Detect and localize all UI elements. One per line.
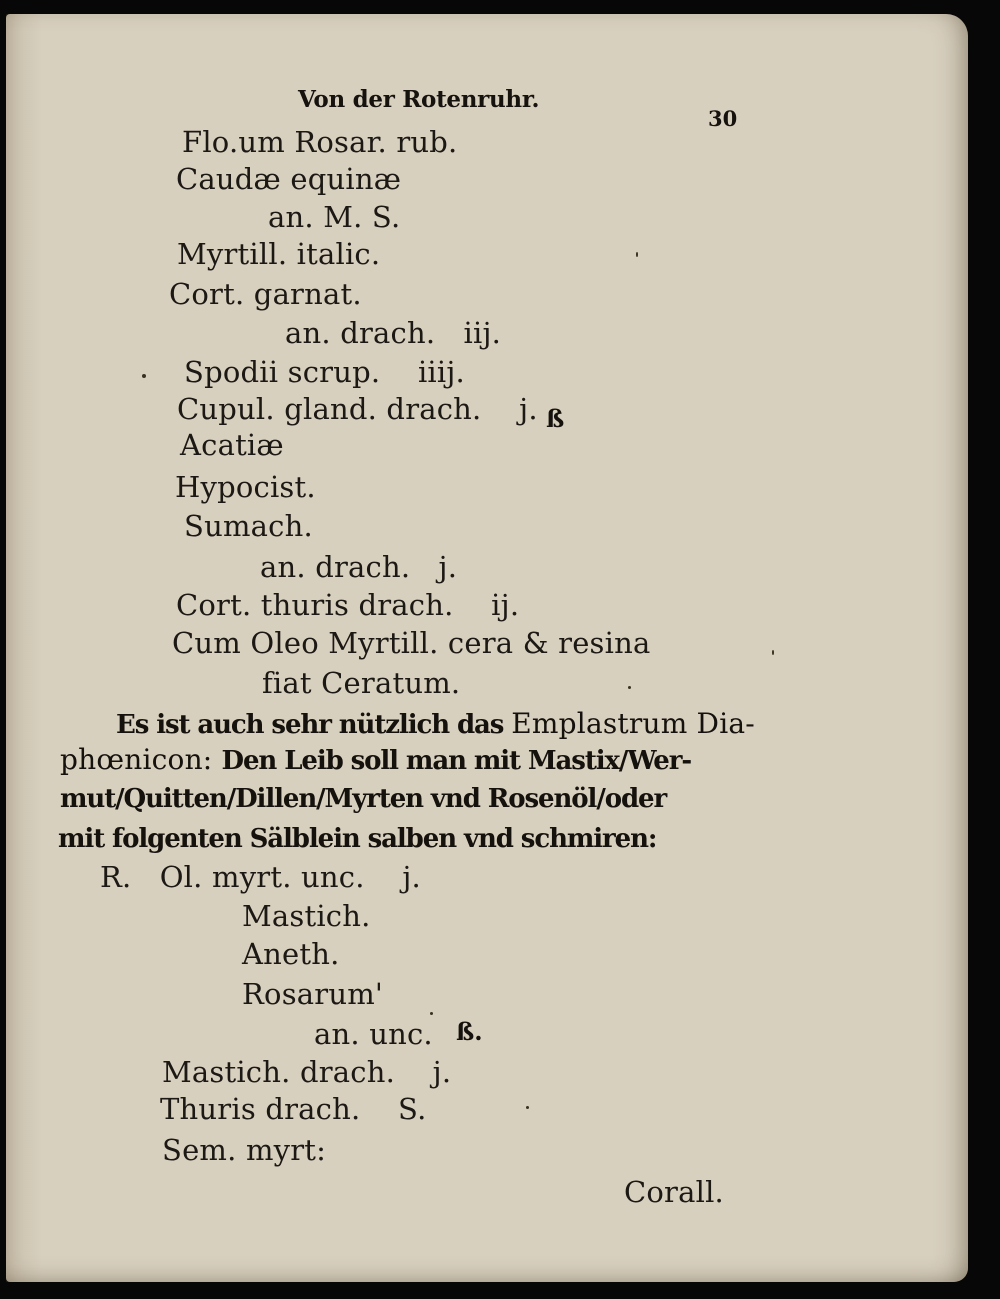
- recipe-line: Mastich. drach. j.: [162, 1055, 452, 1089]
- recipe-line: Aneth.: [242, 937, 340, 971]
- semis-mark: ß: [546, 404, 565, 433]
- recipe-line: Rosarum': [242, 977, 384, 1011]
- ink-speck: [430, 1012, 433, 1015]
- paragraph-german-text: Es ist auch sehr nützlich das: [116, 710, 512, 740]
- semis-mark: ß.: [456, 1017, 483, 1046]
- ink-speck: [772, 650, 774, 655]
- recipe-line: Caudæ equinæ: [176, 162, 402, 196]
- paragraph-german-text: Den Leib soll man mit Mastix/Wer-: [221, 746, 692, 776]
- recipe-line: Sem. myrt:: [162, 1133, 327, 1167]
- recipe-line: fiat Ceratum.: [262, 666, 461, 700]
- catchword: Corall.: [624, 1175, 724, 1209]
- paragraph-line: mit folgenten Sälblein salben vnd schmiren:: [58, 824, 657, 854]
- recipe-line: an. M. S.: [268, 200, 401, 234]
- running-title: Von der Rotenruhr.: [298, 86, 540, 113]
- recipe-line: Cum Oleo Myrtill. cera & resina: [172, 626, 651, 660]
- recipe-line: Flo.um Rosar. rub.: [182, 125, 458, 159]
- recipe-line: an. drach. iij.: [285, 316, 502, 350]
- recipe-line: Mastich.: [242, 899, 371, 933]
- ink-speck: [142, 374, 146, 378]
- paragraph-line: [60, 743, 692, 776]
- paragraph-latin-text: Emplastrum Dia-: [511, 707, 755, 740]
- paragraph-latin-text: phœnicon:: [60, 743, 222, 776]
- folio-number: 30: [708, 106, 738, 131]
- recipe-line: an. drach. j.: [260, 550, 458, 584]
- recipe-line: Cort. garnat.: [169, 277, 362, 311]
- recipe-line: Cupul. gland. drach. j.: [177, 392, 538, 426]
- paragraph-line: mut/Quitten/Dillen/Myrten vnd Rosenöl/oder: [60, 784, 667, 814]
- recipe-line: Spodii scrup. iiij.: [184, 355, 465, 389]
- recipe-line: Acatiæ: [180, 428, 284, 462]
- recipe-line: Hypocist.: [175, 470, 316, 504]
- recipe-line: Thuris drach. S.: [160, 1092, 427, 1126]
- ink-speck: [628, 686, 631, 689]
- ink-speck: [526, 1106, 529, 1109]
- recipe-line: Myrtill. italic.: [177, 237, 381, 271]
- recipe-line: an. unc.: [314, 1017, 433, 1051]
- page-gutter-shadow: [6, 14, 42, 1282]
- recipe-line: Sumach.: [184, 509, 313, 543]
- recipe-line: R. Ol. myrt. unc. j.: [100, 860, 421, 894]
- paragraph-line: [116, 707, 755, 740]
- recipe-line: Cort. thuris drach. ij.: [176, 588, 520, 622]
- ink-speck: [636, 252, 638, 257]
